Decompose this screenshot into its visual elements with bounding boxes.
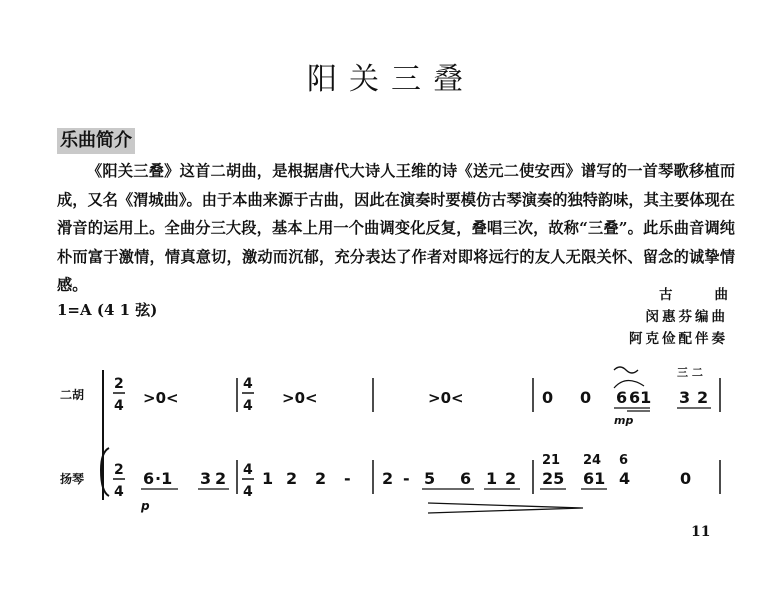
- intro-paragraph: 《阳关三叠》这首二胡曲，是根据唐代大诗人王维的诗《送元二使安西》谱写的一首琴歌移植而成，又名《渭城曲》。由于本曲来源于古曲，因此在演奏时要模仿古琴演奏的独特韵味，其主要体现在滑音的运用上。全曲分三大段，基本上用一个曲调变化反复，叠唱三次，故称“三叠”。此乐曲音调纯朴而富于激情，情真意切，激动而沉郁，充分表达了作者对即将远行的友人无限关怀、留念的诚挚情感。: [57, 162, 735, 294]
- yq-note: 2: [286, 469, 298, 488]
- page-number: 11: [691, 524, 711, 540]
- yq-timesig-top: 2: [114, 462, 124, 478]
- yq-chord-top: 6: [619, 453, 629, 468]
- yq-note: 3: [200, 469, 212, 488]
- yq-note: 6: [460, 469, 472, 488]
- erhu-rest-3: >0<: [428, 389, 464, 407]
- dynamic-mp: mp: [614, 414, 634, 427]
- yq-note: 2: [505, 469, 517, 488]
- erhu-timesig-bottom: 4: [243, 398, 253, 414]
- yq-note: -: [403, 469, 410, 488]
- erhu-slur: [614, 380, 644, 388]
- dynamic-p: p: [141, 499, 150, 513]
- yq-chord-top: 24: [583, 453, 602, 468]
- yangqin-staff: [113, 453, 720, 513]
- yq-timesig-bottom: 4: [114, 484, 124, 500]
- crescendo-hairpin: [428, 503, 583, 513]
- yq-note: 6: [143, 469, 155, 488]
- erhu-note: 61: [629, 388, 652, 407]
- yq-chord-bottom: 25: [542, 469, 565, 488]
- yq-chord-top: 21: [542, 453, 561, 468]
- erhu-ornament: [614, 367, 638, 373]
- yq-chord-bottom: 4: [619, 469, 631, 488]
- erhu-zero: 0: [580, 388, 592, 407]
- yq-note: 5: [424, 469, 436, 488]
- yq-note: ·1: [155, 469, 173, 488]
- yq-note: -: [344, 469, 351, 488]
- section-heading: 乐曲简介: [57, 128, 135, 154]
- yq-chord-bottom: 61: [583, 469, 606, 488]
- yq-rest: 0: [680, 469, 692, 488]
- erhu-timesig-top: 2: [114, 376, 124, 392]
- credit-accompaniment: 阿克俭配伴奏: [629, 331, 728, 347]
- part-label-erhu: 二胡: [60, 388, 85, 402]
- erhu-fingering: 三 二: [677, 366, 703, 379]
- part-label-yangqin: 扬琴: [60, 472, 85, 486]
- erhu-note: 2: [697, 388, 709, 407]
- yq-note: 1: [486, 469, 498, 488]
- credit-arranger: 闵惠芬编曲: [645, 309, 728, 325]
- yq-note: 1: [262, 469, 274, 488]
- yq-note: 2: [315, 469, 327, 488]
- credit-origin: 古曲: [659, 287, 770, 303]
- erhu-note: 6: [616, 388, 628, 407]
- erhu-zero: 0: [542, 388, 554, 407]
- erhu-rest-1: >0<: [143, 389, 179, 407]
- erhu-timesig-bottom: 4: [114, 398, 124, 414]
- key-signature: 1=A (4 1 弦): [57, 301, 158, 319]
- yq-timesig-bottom: 4: [243, 484, 253, 500]
- erhu-timesig-top: 4: [243, 376, 253, 392]
- yq-timesig-top: 4: [243, 462, 253, 478]
- erhu-rest-2: >0<: [282, 389, 318, 407]
- erhu-staff: [113, 366, 720, 427]
- piece-title: 阳关三叠: [307, 62, 475, 97]
- yq-note: 2: [382, 469, 394, 488]
- erhu-note: 3: [679, 388, 691, 407]
- yq-note: 2: [215, 469, 227, 488]
